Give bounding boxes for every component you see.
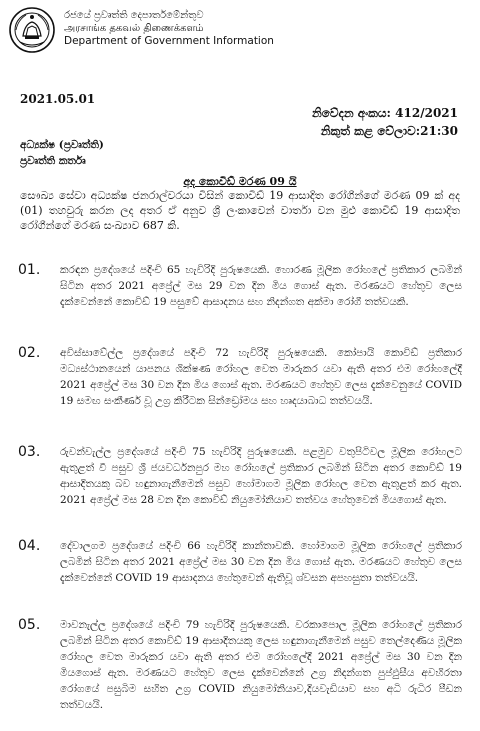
department-name-english: Department of Government Information <box>64 35 274 47</box>
release-meta <box>312 104 458 140</box>
item-number: 03. <box>18 444 41 460</box>
release-date: 2021.05.01 <box>20 92 96 106</box>
letterhead <box>8 6 308 54</box>
item-text: රුවන්වැල්ල ප්‍රදේශයේ පදිංචි 75 හැවිරිදි පුරුෂයෙකි. පළමුව වතුපිටිවල මූලික රෝහලට ඇතුළත් වී පසුව ශ්‍රී ජයවර්ධනපුර මහ රෝහලේ ප්‍රතිකාර ලබමින් සිටින අතර කොවිඩ් 19 ආසාදිතයකු බව හඳුනාගැනීමෙන් පසුව හෝමාගම මූලික රෝහල වෙත ඇතුළත් කර ඇත. 2021 අප්‍රේල් මස 28 වන දින කොවිඩ් නියුමෝනියාව තත්වය හේතුවෙන් මියගොස් ඇත. <box>60 446 462 506</box>
addressee-line-1: අධ්‍යක්ෂ (ප්‍රවෘත්ති) <box>20 139 104 151</box>
department-name-sinhala: රජයේ ප්‍රවෘත්ති දෙපාර්තමේන්තුව <box>64 10 204 21</box>
item-number: 02. <box>18 345 41 361</box>
document-title: අද කොවිඩ් මරණ 09 යි <box>183 175 297 188</box>
item-text: දේවාලගම ප්‍රදේශයේ පදිංචි 66 හැවිරිදි කාන්තාවකි. හෝමාගම මූලික රෝහලේ ප්‍රතිකාර ලබමින් සිටින අතර 2021 අප්‍රේල් මස 30 වන දින මිය ගොස් ඇත. මරණයට හේතුව ලෙස දැක්වෙන්නේ COVID 19 ආසාදනය හේතුවෙන් ඇතිවූ ශ්වසන අපහසුතා තත්වයයි. <box>60 540 462 584</box>
item-text: අවිස්සාවේල්ල ප්‍රදේශයේ පදිංචි 72 හැවිරිදි පුරුෂයෙකි. කෝපායි කොවිඩ් ප්‍රතිකාර මධ්‍යස්ථානයෙන් යාපනය ශික්ෂණ රෝහල වෙත මාරුකර යවා ඇති අතර එම රෝහලේදී 2021 අප්‍රේල් මස 30 වන දින මිය ගොස් ඇත. මරණයට හේතුව ලෙස දැක්වෙනුයේ COVID 19 සමඟ සංකීර්ණ වූ උග්‍ර කිරීටක සින්ඩ්‍රෝමය සහ හෘදයාබාධ තත්වයයි. <box>60 347 462 407</box>
addressee-line-2: ප්‍රවෘත්ති කර්තෘ <box>20 155 86 167</box>
item-number: 04. <box>18 538 41 554</box>
release-number: නිවේදන අංකය: 412/2021 <box>311 106 458 120</box>
item-number: 05. <box>18 617 41 633</box>
item-text: කරඳන ප්‍රදේශයේ පදිංචි 65 හැවිරිදි පුරුෂයෙකි. හොරණ මූලික රෝහලේ ප්‍රතිකාර ලබමින් සිටින අතර 2021 අප්‍රේල් මස 29 වන දින මිය ගොස් ඇත. මරණයට හේතුව ලෙස දැක්වෙන්නේ කොවිඩ් 19 පසුවේ ආසාදනය සහ නිදන්ගත අක්මා රෝගී තත්වයකි. <box>60 264 462 308</box>
item-text: මාවනැල්ල ප්‍රදේශයේ පදිංචි 79 හැවිරිදි පුරුෂයෙකි. වරකාපොල මූලික රෝහලේ ප්‍රතිකාර ලබමින් සිටින අතර කොවිඩ් 19 ආසාදිතයකු ලෙස හඳුනාගැනීමෙන් පසුව තෙල්දෙණිය මූලික රෝහල වෙත මාරුකර යවා ඇති අතර එම රෝහලේදී 2021 අප්‍රේල් මස 30 වන දින මියගොස් ඇත. මරණයට හේතුව ලෙස දැක්වෙන්නේ උග්‍ර නිදන්ගත පුප්ඵුසීය අවහිරතා රෝගයේ පසුබිම සහිත උග්‍ර COVID නියුමෝනියාව,දියවැඩියාව සහ අධි රුධිර පීඩන තත්වයයි. <box>60 619 462 711</box>
intro-paragraph: සෞඛ්‍ය සේවා අධ්‍යක්ෂ ජනරාල්වරයා විසින් කොවිඩ් 19 ආසාදිත රෝගීන්ගේ මරණ 09 ක් අද (01) තහවුරු කරන ලද අතර ඒ අනුව ශ්‍රී ලංකාවෙන් වාර්තා වන මුළු කොවිඩ් 19 ආසාදිත රෝගීන්ගේ මරණ සංඛ්‍යාව 687 කි. <box>20 189 460 232</box>
government-emblem-icon <box>8 6 56 54</box>
release-time: නිකුත් කළ වේලාව:21:30 <box>320 124 458 138</box>
department-name-tamil: அரசாங்க தகவல் திணைக்களம் <box>64 23 204 34</box>
document-title-block <box>0 170 480 189</box>
item-number: 01. <box>18 262 41 278</box>
addressee <box>20 137 104 169</box>
